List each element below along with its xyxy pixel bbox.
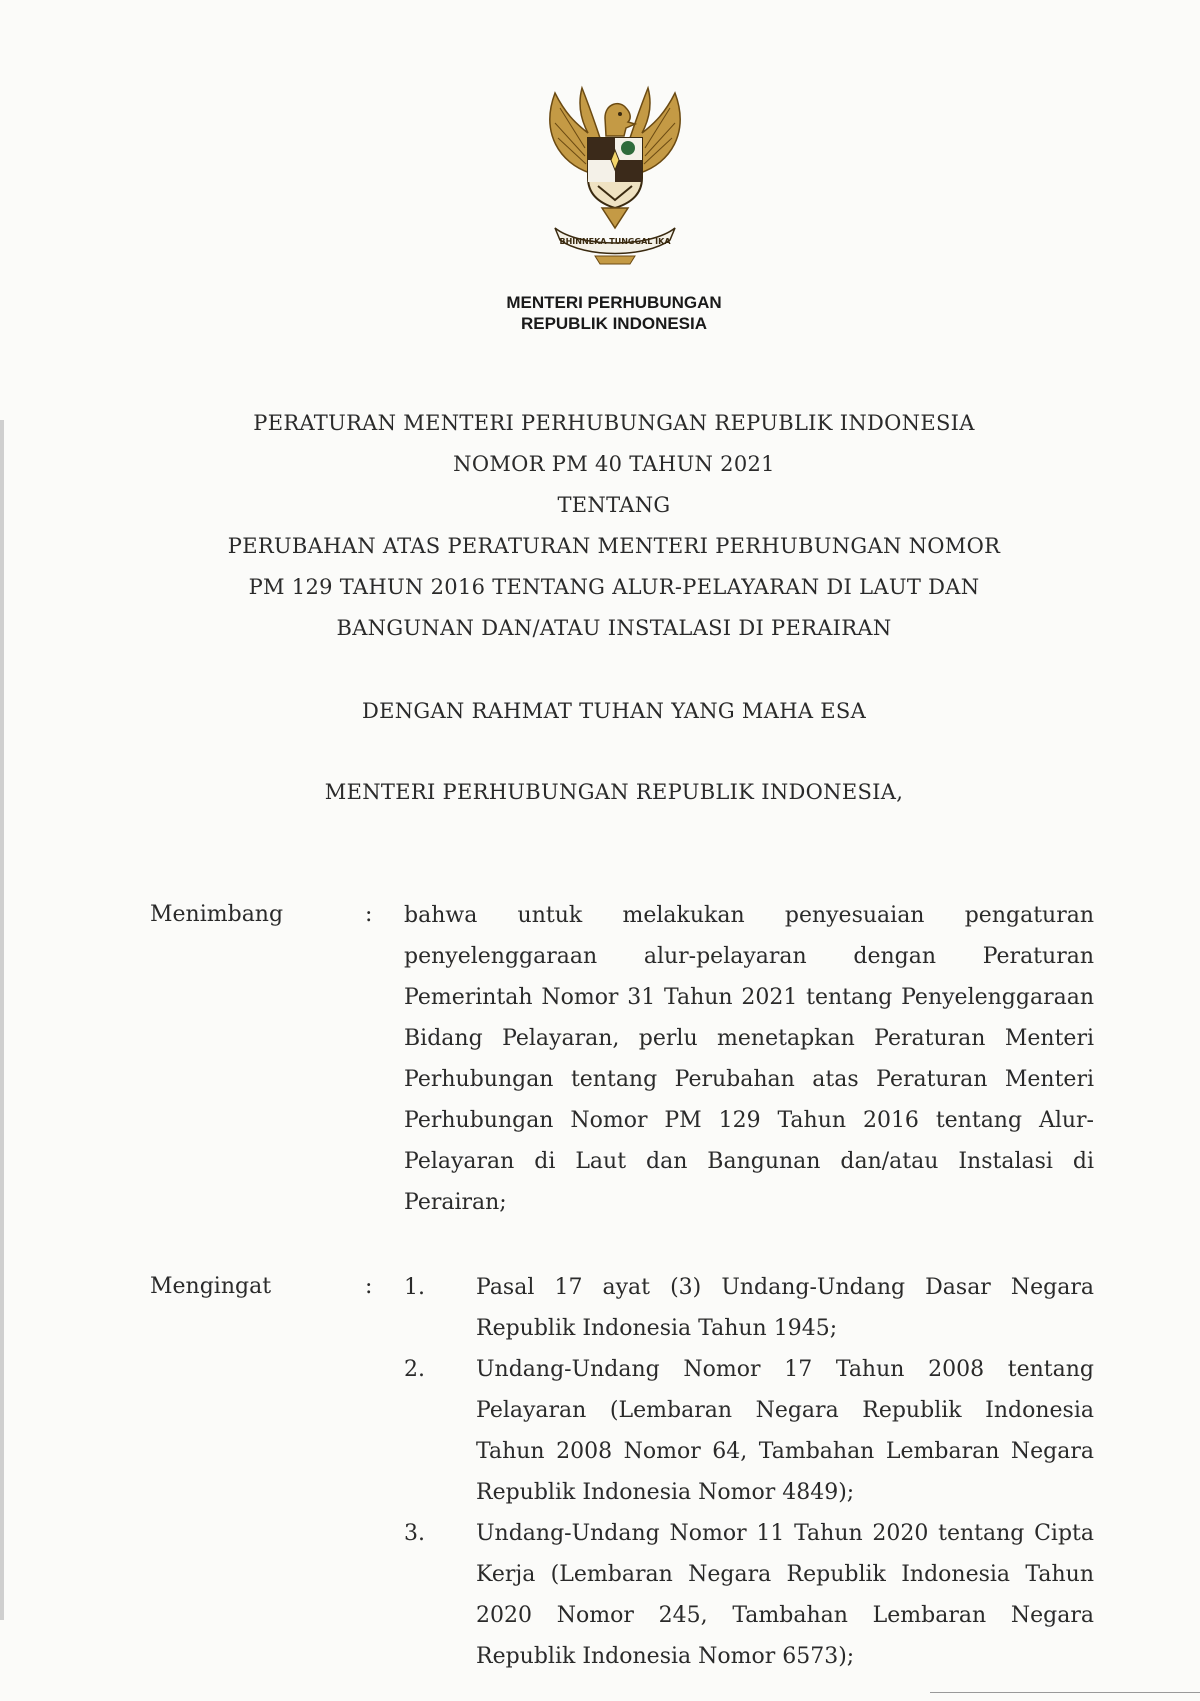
list-item	[404, 1267, 1094, 1349]
list-item-number: 1.	[404, 1275, 425, 1300]
footer-rule	[930, 1692, 1200, 1693]
ministry-name: MENTERI PERHUBUNGAN	[506, 293, 722, 312]
regulation-subject-line2: PM 129 TAHUN 2016 TENTANG ALUR-PELAYARAN DI LAUT DAN	[248, 575, 980, 599]
list-item-text: Undang-Undang Nomor 17 Tahun 2008 tentang Pelayaran (Lembaran Negara Republik Indonesia Tahun 2008 Nomor 64, Tambahan Lembaran Negara Republik Indonesia Nomor 4849);	[476, 1357, 1094, 1505]
menimbang-label: Menimbang	[150, 902, 284, 927]
mengingat-colon: :	[365, 1274, 373, 1299]
list-item	[404, 1349, 1094, 1513]
regulation-number: NOMOR PM 40 TAHUN 2021	[453, 452, 775, 476]
menimbang-colon: :	[365, 902, 373, 927]
list-item-number: 2.	[404, 1357, 425, 1382]
list-item-text: Pasal 17 ayat (3) Undang-Undang Dasar Negara Republik Indonesia Tahun 1945;	[476, 1275, 1094, 1341]
ministry-country: REPUBLIK INDONESIA	[520, 314, 708, 333]
regulation-subject-line3: BANGUNAN DAN/ATAU INSTALASI DI PERAIRAN	[336, 616, 892, 640]
regulation-subject-line1: PERUBAHAN ATAS PERATURAN MENTERI PERHUBUNGAN NOMOR	[227, 534, 1001, 558]
menimbang-text: bahwa untuk melakukan penyesuaian pengaturan penyelenggaraan alur-pelayaran dengan Peraturan Pemerintah Nomor 31 Tahun 2021 tentang Penyelenggaraan Bidang Pelayaran, perlu menetapkan Peraturan Menteri Perhubungan tentang Perubahan atas Peraturan Menteri Perhubungan Nomor PM 129 Tahun 2016 tentang Alur-Pelayaran di Laut dan Bangunan dan/atau Instalasi di Perairan;	[404, 903, 1094, 1215]
list-item-number: 3.	[404, 1521, 425, 1546]
minister-heading: MENTERI PERHUBUNGAN REPUBLIK INDONESIA,	[324, 780, 904, 804]
list-item	[404, 1513, 1094, 1677]
mengingat-label: Mengingat	[150, 1274, 272, 1299]
emblem-motto: BHINNEKA TUNGGAL IKA	[559, 237, 671, 246]
garuda-emblem-icon	[520, 78, 710, 268]
list-item-text: Undang-Undang Nomor 11 Tahun 2020 tentang Cipta Kerja (Lembaran Negara Republik Indonesia Tahun 2020 Nomor 245, Tambahan Lembaran Negara Republik Indonesia Nomor 6573);	[476, 1521, 1094, 1669]
regulation-title-line1: PERATURAN MENTERI PERHUBUNGAN REPUBLIK INDONESIA	[253, 411, 975, 435]
mengingat-list	[404, 1267, 1094, 1677]
scan-edge	[0, 420, 4, 1620]
invocation: DENGAN RAHMAT TUHAN YANG MAHA ESA	[361, 699, 867, 723]
regulation-tentang: TENTANG	[557, 493, 671, 517]
